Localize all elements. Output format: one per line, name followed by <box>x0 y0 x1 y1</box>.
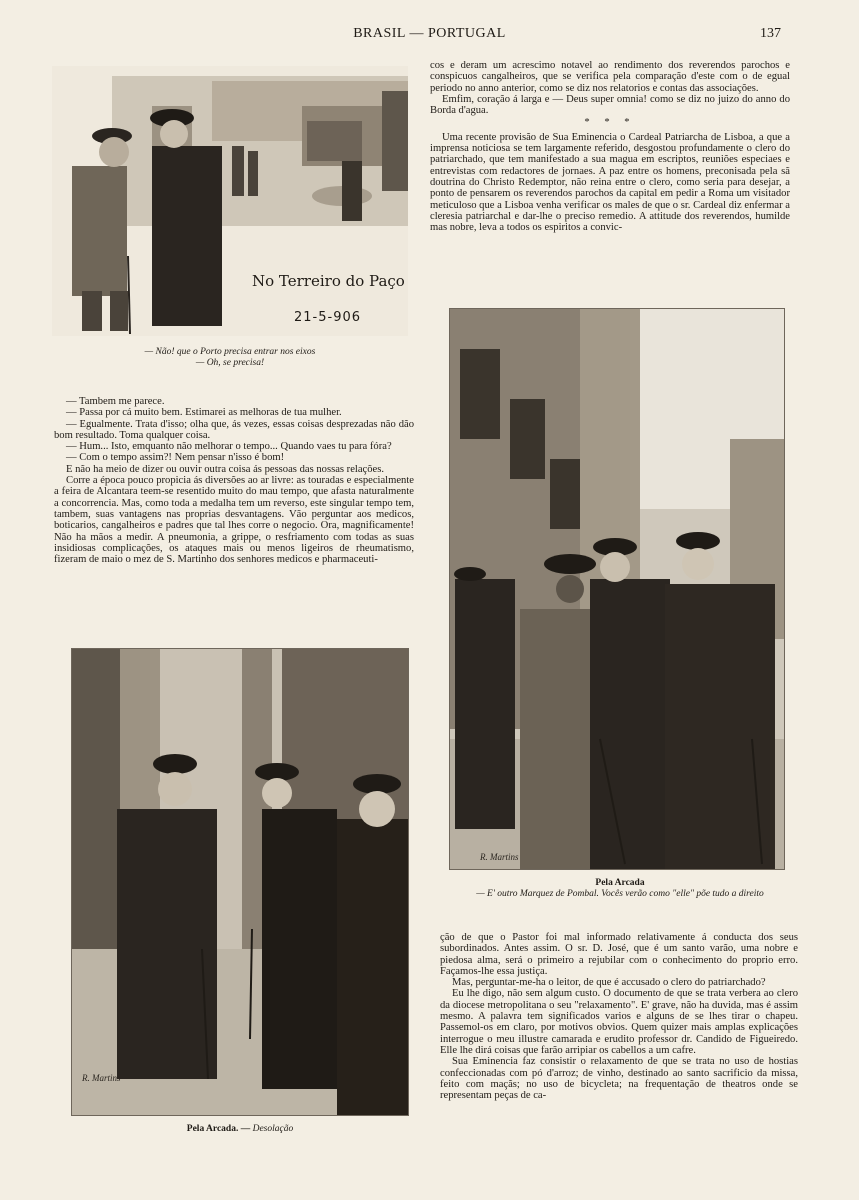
caption-pela-arcada-right <box>440 878 800 900</box>
photo-signature: R. Martins <box>82 1073 121 1083</box>
paragraph: Mas, perguntar-me-ha o leitor, de que é accusado o clero do patriarchado? <box>452 977 766 989</box>
article-column-top-right <box>430 60 790 233</box>
paragraph: — Egualmente. Trata d'isso; olha que, ás vezes, essas coisas desprezadas não dão bom resultado. Toma qualquer coisa. <box>54 418 414 441</box>
paragraph: Emfim, coração á larga e — Deus super omnia! como se diz no juizo do anno do Borda d'agua. <box>430 93 790 117</box>
paragraph: cos e deram um acrescimo notavel ao rendimento dos reverendos parochos e conspicuos cangalheiros, que se verifica pela comparação d'este com o de egual periodo no anno anterior, como se diz nos relatorios e contas das associações. <box>430 60 790 94</box>
paragraph: — Passa por cá muito bem. Estimarei as melhoras de tua mulher. <box>66 407 342 419</box>
photo-pela-arcada-desolacao <box>71 648 409 1116</box>
inset-date: 21-5-906 <box>294 310 362 325</box>
paragraph: Corre a época pouco propicia ás diversões ao ar livre: as touradas e especialmente a feira de Alcantara teem-se resentido muito do mau tempo, que afasta naturalmente a concorrencia. Mas, como toda a medalha tem um reverso, este singular tempo tem, tambem, suas vantagens nas proprias desvantagens. Vão perguntar aos medicos, boticarios, cangalheiros e padres que tal lhes corre o negocio. Ora, magnificamente! Não ha mãos a medir. A pneumonia, a grippe, o resfriamento com todas as suas insidiosas complicações, os ataques mais ou menos ligeiros de rheumatismo, fizeram de maio o mez de S. Martinho dos senhores medicos e pharmaceuti- <box>54 475 414 566</box>
caption-title: Pela Arcada. — <box>186 1124 251 1134</box>
photo-terreiro-illustration <box>52 66 408 336</box>
photo-signature: R. Martins <box>480 852 519 862</box>
caption-italic: Desolação <box>252 1124 294 1134</box>
article-column-left <box>54 396 414 565</box>
paragraph: — Hum... Isto, emquanto não melhorar o tempo... Quando vaes tu para fóra? <box>66 441 392 453</box>
running-title: BRASIL — PORTUGAL <box>353 26 506 41</box>
caption-line: — Não! que o Porto precisa entrar nos eixos <box>144 347 316 357</box>
paragraph: Uma recente provisão de Sua Eminencia o Cardeal Patriarcha de Lisboa, a que a imprensa noticiosa se tem largamente referido, desgostou profundamente o clero do patriarchado, que tem manifestado a sua magua em escriptos, reuniões especiaes e entrevistas com redactores de jornaes. A paz entre os homens, preconisada pela sã doutrina do Christo Redemptor, não reina entre o clero, como seria para desejar, a ponto de pensarem os reverendos parochos da capital em pedir a Roma um visitador meticuloso que a Lisboa venha verificar os males de que o sr. Cardeal diz enfermar a cleresia patriarchal e dar-lhe o preciso remedio. A attitude dos reverendos, humilde mas nobre, leva a todos os espiritos a convic- <box>430 131 790 234</box>
article-column-bottom-right <box>440 932 798 1101</box>
caption-line: — Oh, se precisa! <box>195 358 265 368</box>
photo-pela-arcada-right <box>449 308 785 870</box>
caption-text: — E' outro Marquez de Pombal. Vocês verão como "elle" põe tudo a direito <box>476 889 764 899</box>
caption-pela-arcada-desolacao <box>100 1124 380 1135</box>
inset-title: No Terreiro do Paço <box>252 272 405 290</box>
page-header <box>0 26 859 46</box>
photo-desolacao-illustration <box>72 649 408 1115</box>
paragraph: — Com o tempo assim?! Nem pensar n'isso é bom! <box>66 452 285 464</box>
paragraph: Sua Eminencia faz consistir o relaxamento de que se trata no uso de hostias confeccionadas com pó d'arroz; de vinho, destinado ao santo sacrificio da missa, feito com maçãs; no uso de bicycleta; na frequentação de theatros onde se representam peças de ca- <box>440 1056 798 1102</box>
paragraph: E não ha meio de dizer ou ouvir outra coisa ás pessoas das nossas relações. <box>66 463 385 475</box>
paragraph: Eu lhe digo, não sem algum custo. O documento de que se trata verbera ao clero da diocese metropolitana o seu "relaxamento". E' grave, não ha duvida, mas é assim mesmo. A palavra tem significados varios e alguns de se lhes tirar o chapeu. Passemol-os em claro, por motivos obvios. Quem quizer mais amplas explicações interrogue o meu illustre camarada e erudito professor dr. Candido de Figueiredo. Elle lhe dirá coisas que farão arripiar os cabellos a um cafre. <box>440 988 798 1056</box>
page-number: 137 <box>760 26 781 41</box>
paragraph: — Tambem me parece. <box>66 396 165 407</box>
photo-terreiro-do-paco <box>52 66 408 336</box>
caption-title: Pela Arcada <box>595 878 645 888</box>
photo-arcada-street-illustration <box>450 309 784 869</box>
caption-terreiro <box>60 347 400 369</box>
paragraph: ção de que o Pastor foi mal informado relativamente á conducta dos seus subordinados. Antes assim. O sr. D. José, que é um santo varão, uma nobre e piedosa alma, será o primeiro a rejubilar com o conhecimento do proprio erro. Façamos-lhe essa justiça. <box>440 932 798 977</box>
section-separator: * * * <box>584 117 636 129</box>
